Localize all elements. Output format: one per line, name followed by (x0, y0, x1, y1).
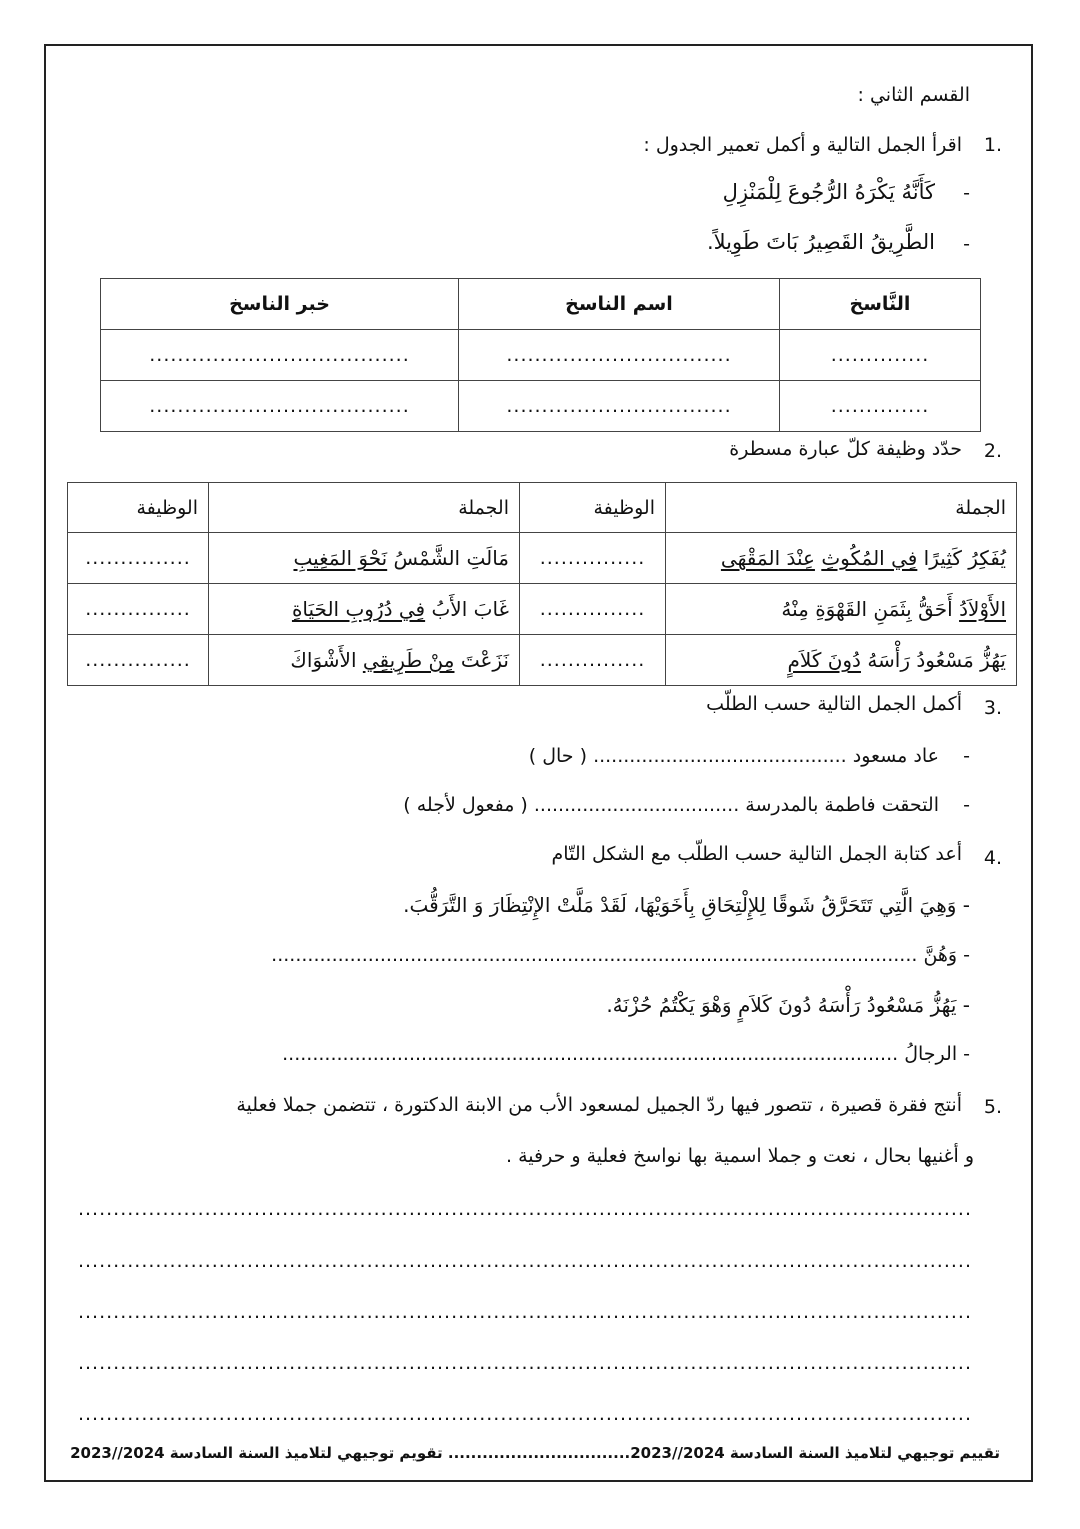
q5-answer-line[interactable]: ............................................................................................................................... (77, 1352, 972, 1374)
q5-answer-line[interactable]: ............................................................................................................................... (77, 1403, 972, 1425)
q1-bullet-2: - (963, 233, 970, 255)
q1-cell-ism[interactable]: ................................ (459, 330, 780, 381)
q1-cell-nasikh[interactable]: .............. (780, 381, 981, 432)
q4-line[interactable]: - الرجالُ ...................................................................................................... (282, 1043, 970, 1065)
q2-function-blank[interactable]: ............... (520, 635, 666, 686)
q2-number: .2 (983, 440, 1002, 462)
q5-number: .5 (983, 1096, 1002, 1118)
q1-table-header-row (101, 279, 981, 330)
q2-sentence: الأَوْلاَدُ أَحَقُّ بِثَمَنِ القَهْوَةِ مِنْهُ (666, 584, 1017, 635)
q2-function-blank[interactable]: ............... (520, 584, 666, 635)
q2-sentence: نَزَعْتَ مِنْ طَرِيقِي الأَشْوَاكَ (209, 635, 520, 686)
q1-cell-ism[interactable]: ................................ (459, 381, 780, 432)
q2-row (68, 635, 1017, 686)
q4-line: - وَهِيَ الَّتِي تَتَحَرَّقُ شَوقًا لِلإِلْتِحَاقِ بِأَخَوَيْهَا، لَقَدْ مَلَّتْ الإِنْتِظَارَ وَ التَّرَقُّبَ. (403, 893, 970, 917)
q5-answer-line[interactable]: ............................................................................................................................... (77, 1301, 972, 1323)
q5-answer-line[interactable]: ............................................................................................................................... (77, 1250, 972, 1272)
q3-number: .3 (983, 697, 1002, 719)
q2-row (68, 584, 1017, 635)
q1-number: .1 (983, 134, 1002, 156)
q3-answer-blank[interactable]: .......................................... (593, 745, 847, 767)
q1-bullet-1: - (963, 182, 970, 204)
q3-answer-blank[interactable]: .................................. (533, 794, 740, 816)
q1-cell-nasikh[interactable]: .............. (780, 330, 981, 381)
q2-function-blank[interactable]: ............... (68, 584, 209, 635)
q4-instruction: أعد كتابة الجمل التالية حسب الطلّب مع الشكل التّام (551, 843, 962, 865)
q1-table (100, 278, 981, 432)
q1-header-khabar: خبر الناسخ (101, 279, 459, 330)
page-footer: تقييم توجيهي لتلاميذ السنة السادسة 2024//2023................................ تقويم توجيهي لتلاميذ السنة السادسة 2024//2023 (70, 1444, 1000, 1462)
q2-sentence: غَابَ الأَبُ فِي دُرُوبِ الحَيَاةِ (209, 584, 520, 635)
q4-line: - يَهُزُّ مَسْعُودُ رَأْسَهُ دُونَ كَلاَمٍ وَهْوَ يَكْتُمُ حُزْنَهُ. (606, 993, 970, 1017)
q3-item: - التحقت فاطمة بالمدرسة .................................. ( مفعول لأجله ) (403, 794, 970, 816)
q1-table-row (101, 381, 981, 432)
section-title: القسم الثاني : (857, 84, 970, 106)
q1-header-ism: اسم الناسخ (459, 279, 780, 330)
q3-item: - عاد مسعود .......................................... ( حال ) (528, 745, 970, 767)
q4-line[interactable]: - وَهُنَّ ........................................................................................................... (271, 944, 970, 966)
q2-row (68, 533, 1017, 584)
q2-function-blank[interactable]: ............... (68, 533, 209, 584)
q2-sentence: يَهُزُّ مَسْعُودُ رَأْسَهُ دُونَ كَلاَمٍ (666, 635, 1017, 686)
q1-sentence-1: كَأَنَّهُ يَكْرَهُ الرُّجُوعَ لِلْمَنْزِلِ (722, 180, 935, 204)
q5-line-1: أنتج فقرة قصيرة ، تتصور فيها ردّ الجميل لمسعود الأب من الابنة الدكتورة ، تتضمن جملا فعلية (236, 1094, 962, 1116)
q1-cell-khabar[interactable]: ..................................... (101, 381, 459, 432)
q2-sentence: مَالَتِ الشَّمْسُ نَحْوَ المَغِيبِ (209, 533, 520, 584)
q2-sentence: يُفَكِرُ كَثِيرًا فِي المُكُوثِ عِنْدَ المَقْهَى (666, 533, 1017, 584)
q2-function-blank[interactable]: ............... (68, 635, 209, 686)
q1-sentence-2: الطَّرِيقُ القَصِيرُ بَاتَ طَوِيلاً. (706, 230, 935, 254)
q1-cell-khabar[interactable]: ..................................... (101, 330, 459, 381)
q4-number: .4 (983, 847, 1002, 869)
q5-line-2: و أغنيها بحال ، نعت و جملا اسمية بها نواسخ فعلية و حرفية . (506, 1145, 974, 1167)
q2-instruction: حدّد وظيفة كلّ عبارة مسطرة (729, 438, 962, 460)
q1-table-row (101, 330, 981, 381)
q2-header-row (68, 483, 1017, 533)
q2-header-function-1: الوظيفة (520, 483, 666, 533)
q2-function-blank[interactable]: ............... (520, 533, 666, 584)
q2-table (67, 482, 1017, 686)
q1-instruction: اقرأ الجمل التالية و أكمل تعمير الجدول : (643, 134, 962, 156)
q2-header-sentence-1: الجملة (666, 483, 1017, 533)
q2-header-function-2: الوظيفة (68, 483, 209, 533)
q3-instruction: أكمل الجمل التالية حسب الطلّب (706, 693, 962, 715)
q2-header-sentence-2: الجملة (209, 483, 520, 533)
q5-answer-line[interactable]: ............................................................................................................................... (77, 1198, 972, 1220)
q1-header-nasikh: النَّاسخ (780, 279, 981, 330)
